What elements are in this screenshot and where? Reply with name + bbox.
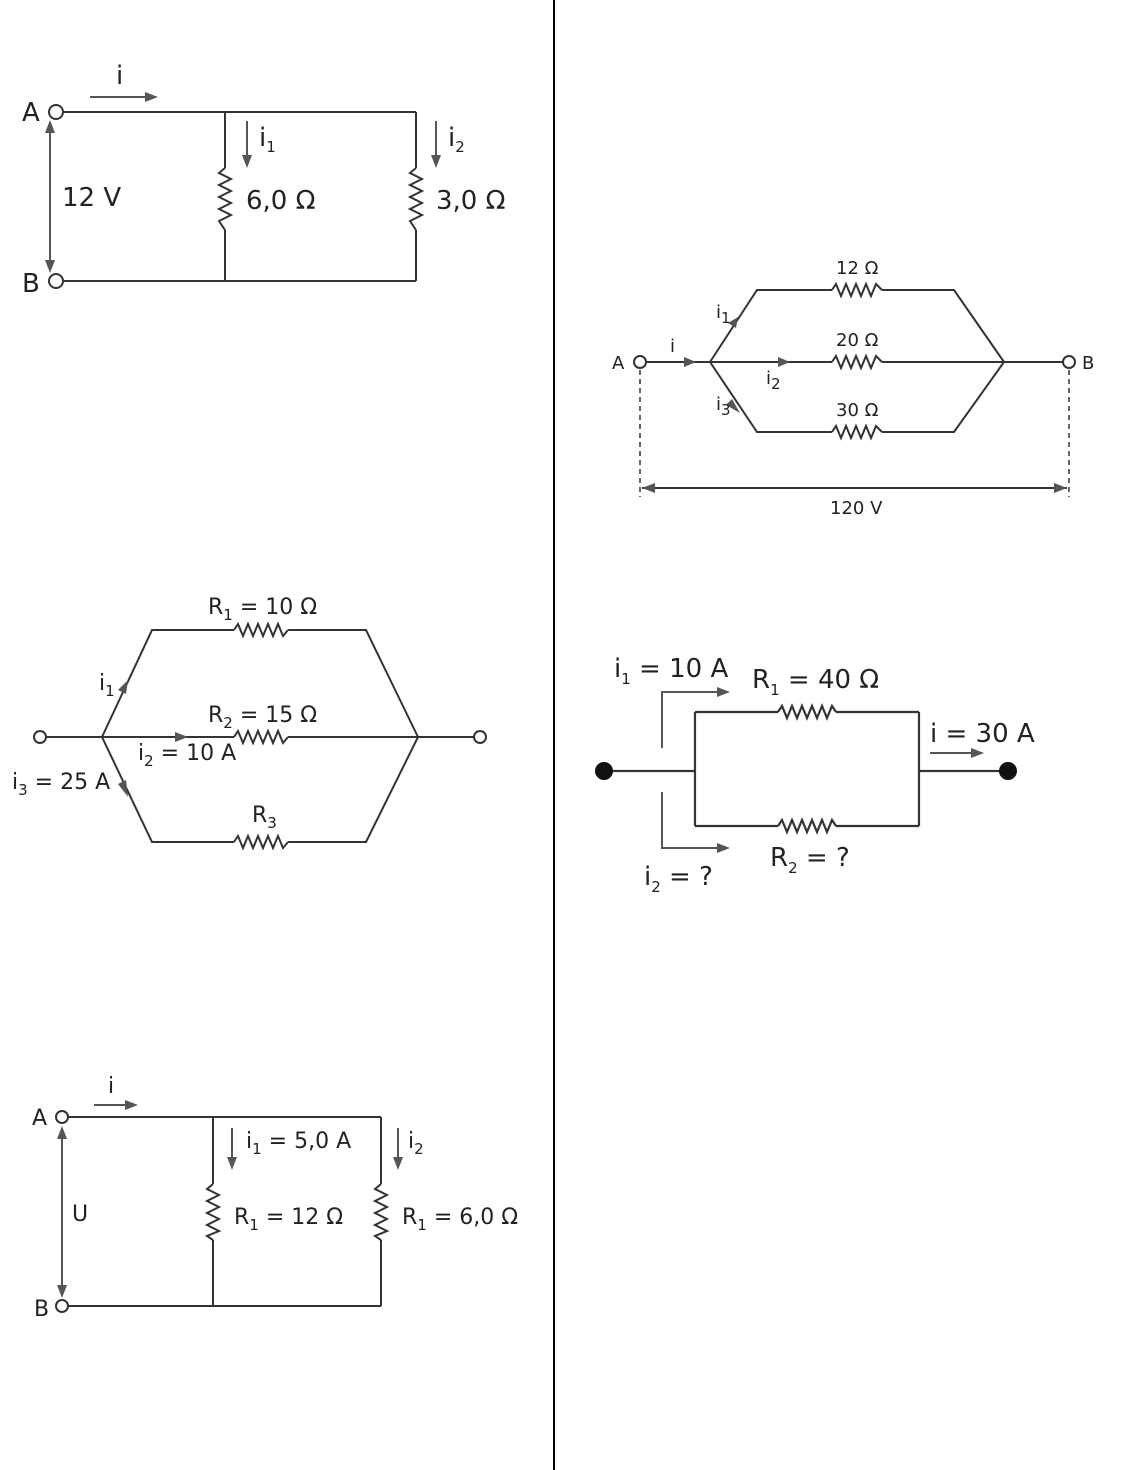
- resistor-6-ohm: [219, 168, 231, 230]
- resistor-2-label: 3,0 Ω: [436, 186, 506, 216]
- current-i-label: i: [116, 61, 124, 91]
- circuit-5-diagram: [32, 1074, 518, 1322]
- resistor-2-label: 20 Ω: [836, 330, 879, 351]
- resistor-3-ohm: [410, 168, 422, 230]
- terminal-b: [56, 1300, 68, 1312]
- i2-label: $i_2 = 10$ A: [138, 741, 237, 770]
- i1-label: $i_1$: [99, 671, 115, 700]
- current-i2-label: $i_2$: [766, 368, 781, 393]
- i2-label: $i_2$ = ?: [644, 862, 713, 896]
- resistor-20-ohm: [832, 356, 882, 368]
- node-a-label: A: [612, 353, 625, 374]
- terminal-b: [49, 274, 63, 288]
- resistor-r2: [778, 820, 836, 832]
- r1-label: $R_1 = 10$ Ω: [208, 595, 318, 624]
- resistor-r1-6-ohm: [375, 1184, 387, 1240]
- terminal-left: [34, 731, 46, 743]
- voltage-label: 12 V: [62, 183, 122, 213]
- i1-label: $i_1 = 10$ A: [614, 654, 729, 688]
- resistor-3-label: 30 Ω: [836, 400, 879, 421]
- voltage-label: U: [72, 1202, 89, 1227]
- voltage-label: 120 V: [830, 498, 883, 519]
- r3-label: $R_3$: [252, 803, 277, 832]
- terminal-b: [1063, 356, 1075, 368]
- resistor-r1-12-ohm: [207, 1184, 219, 1240]
- current-i1-label: $i_1$: [259, 123, 276, 156]
- terminal-a: [56, 1111, 68, 1123]
- terminal-right: [999, 762, 1017, 780]
- node-b-label: B: [22, 269, 40, 299]
- circuit-1-diagram: [22, 61, 505, 299]
- current-i1-label: $i_1$: [716, 302, 731, 327]
- current-i-label: i: [670, 336, 676, 357]
- resistor-r1: [234, 624, 288, 636]
- current-i2-label: $i_2$: [448, 123, 465, 156]
- circuit-3-diagram: [12, 595, 486, 848]
- r2-label: $R_2$ = ?: [770, 843, 850, 877]
- circuit-4-diagram: [595, 654, 1035, 896]
- resistor-r2: [234, 731, 288, 743]
- resistor-r3: [234, 836, 288, 848]
- terminal-a: [634, 356, 646, 368]
- r2-label: $R_2 = 15$ Ω: [208, 703, 318, 732]
- node-a-label: A: [22, 98, 40, 128]
- r1-label: $R_1 = 40$ Ω: [752, 665, 880, 699]
- node-b-label: B: [1082, 353, 1095, 374]
- r2-label: $R_1 = 6,0$ Ω: [402, 1205, 519, 1234]
- r1-label: $R_1 = 12$ Ω: [234, 1205, 344, 1234]
- i2-label: $i_2$: [408, 1129, 424, 1158]
- terminal-right: [474, 731, 486, 743]
- i-total-label: i = 30 A: [930, 719, 1035, 749]
- current-i-label: i: [108, 1074, 115, 1099]
- node-b-label: B: [34, 1297, 50, 1322]
- i1-label: $i_1 = 5,0$ A: [246, 1129, 352, 1158]
- node-a-label: A: [32, 1106, 48, 1131]
- i3-label: $i_3 = 25$ A: [12, 770, 111, 799]
- resistor-1-label: 12 Ω: [836, 258, 879, 279]
- resistor-30-ohm: [832, 426, 882, 438]
- terminal-left: [595, 762, 613, 780]
- terminal-a: [49, 105, 63, 119]
- resistor-1-label: 6,0 Ω: [246, 186, 316, 216]
- current-i3-label: $i_3$: [716, 394, 731, 419]
- circuit-2-diagram: [612, 258, 1094, 519]
- resistor-12-ohm: [832, 284, 882, 296]
- resistor-r1: [778, 706, 836, 718]
